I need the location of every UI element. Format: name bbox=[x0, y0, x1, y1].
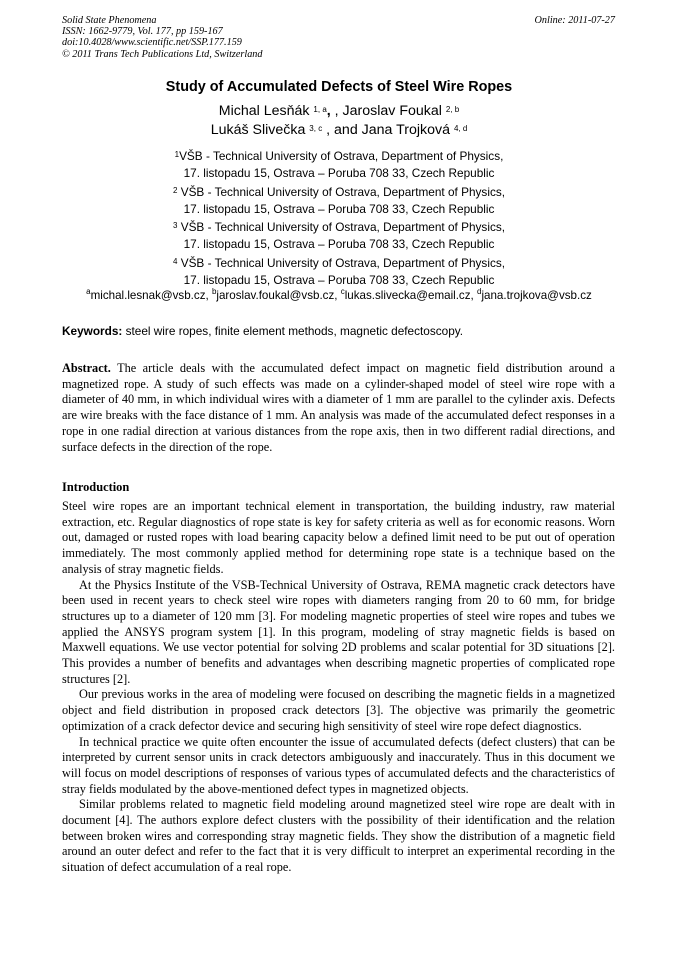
email-link[interactable]: jaroslav.foukal@vsb.cz, bbox=[216, 289, 341, 302]
email-marker: a bbox=[86, 287, 91, 296]
author-separator: , bbox=[326, 103, 331, 119]
keywords bbox=[62, 324, 463, 338]
author-name: , and Jana Trojková bbox=[326, 122, 450, 138]
affiliation-number: 2 bbox=[172, 185, 178, 195]
author-line-2 bbox=[0, 121, 678, 140]
author-name: , Jaroslav Foukal bbox=[334, 103, 442, 119]
affiliation-number: 1 bbox=[174, 150, 180, 159]
abstract bbox=[62, 361, 615, 455]
affiliation-number: 3 bbox=[172, 221, 178, 230]
affiliation-1 bbox=[0, 148, 678, 182]
affiliation-line: VŠB - Technical University of Ostrava, Department of Physics, bbox=[177, 255, 506, 270]
email-link[interactable]: lukas.slivecka@email.cz, bbox=[344, 289, 477, 302]
doi-line[interactable]: doi:10.4028/www.scientific.net/SSP.177.159 bbox=[62, 37, 242, 49]
author-superscript: 2, b bbox=[445, 105, 460, 114]
author-superscript: 1, a bbox=[313, 105, 327, 114]
abstract-label: Abstract. bbox=[62, 361, 111, 375]
issn-line: ISSN: 1662-9779, Vol. 177, pp 159-167 bbox=[62, 26, 223, 38]
paragraph: In technical practice we quite often encounter the issue of accumulated defects (defect clusters) that can be interpreted by current sensor units in crack detectors ambiguously and inaccurately. Thus in this document we will focus on model descriptions of responses of various types of accumulated defects and the characteristics of stray fields modulated by the above-mentioned defect types in magnetized objects. bbox=[62, 734, 615, 796]
email-link[interactable]: jana.trojkova@vsb.cz bbox=[481, 289, 592, 302]
copyright-line: © 2011 Trans Tech Publications Ltd, Switzerland bbox=[62, 48, 263, 60]
paragraph: Our previous works in the area of modeling were focused on describing the magnetic fields in a magnetized object and field distribution in proposed crack detectors [3]. The objective was primarily the geometric optimization of a crack defector device and securing high sensitivity of steel wire rope defect diagnostics. bbox=[62, 687, 615, 733]
email-link[interactable]: michal.lesnak@vsb.cz, bbox=[90, 289, 212, 302]
author-name: Michal Lesňák bbox=[218, 103, 310, 119]
author-name: Lukáš Slivečka bbox=[210, 122, 306, 138]
author-line-1 bbox=[0, 102, 678, 121]
publication-info bbox=[62, 15, 262, 60]
author-superscript: 3, c bbox=[309, 124, 323, 133]
journal-name: Solid State Phenomena bbox=[62, 15, 157, 26]
affiliation-address: 17. listopadu 15, Ostrava – Poruba 708 33, Czech Republic bbox=[183, 201, 495, 216]
affiliation-list bbox=[0, 148, 678, 290]
keywords-label: Keywords: bbox=[62, 324, 123, 338]
introduction-body bbox=[62, 499, 615, 876]
email-marker: b bbox=[211, 287, 217, 296]
paper-title: Study of Accumulated Defects of Steel Wire Ropes bbox=[165, 79, 513, 95]
email-list bbox=[0, 289, 678, 302]
online-date: Online: 2011-07-27 bbox=[534, 15, 615, 26]
paragraph: At the Physics Institute of the VSB-Technical University of Ostrava, REMA magnetic crack detectors have been used in recent years to check steel wire ropes with diameters ranging from 20 to 60 mm, for bridge structures up to a diameter of 120 mm [3]. For modeling magnetic properties of steel wire ropes and tubes we applied the ANSYS program system [1]. In this program, modeling of stray magnetic fields is based on Maxwell equations. We use vector potential for solving 2D problems and scalar potential for 3D situations [2]. This provides a number of benefits and advantages when describing magnetic properties of complicated rope structures [2]. bbox=[62, 577, 615, 686]
section-heading-introduction: Introduction bbox=[62, 480, 130, 494]
affiliation-line: VŠB - Technical University of Ostrava, Department of Physics, bbox=[179, 149, 504, 163]
keywords-text: steel wire ropes, finite element methods, magnetic defectoscopy. bbox=[122, 324, 464, 338]
affiliation-address: 17. listopadu 15, Ostrava – Poruba 708 33, Czech Republic bbox=[183, 237, 495, 251]
affiliation-number: 4 bbox=[172, 256, 178, 266]
paragraph: Similar problems related to magnetic field modeling around magnetized steel wire rope are dealt with in document [4]. The authors explore defect clusters with the possibility of their identification and the relation between broken wires and corresponding stray magnetic fields. They show the distribution of a magnetic field around an outer defect and refer to the fact that it is very difficult to interpret an experimental recording in the situation of defect accumulation of a real rope. bbox=[62, 797, 615, 875]
email-marker: d bbox=[476, 287, 482, 296]
affiliation-line: VŠB - Technical University of Ostrava, Department of Physics, bbox=[177, 220, 506, 234]
affiliation-4 bbox=[0, 255, 678, 289]
author-list bbox=[0, 102, 678, 140]
author-superscript: 4, d bbox=[453, 124, 468, 133]
affiliation-2 bbox=[0, 184, 678, 218]
email-marker: c bbox=[340, 287, 345, 296]
paragraph: Steel wire ropes are an important technical element in transportation, the building industry, raw material extraction, etc. Regular diagnostics of rope state is key for safety criteria as well as for economic reasons. Worn out, damaged or rusted ropes with load bearing capacity below a defined limit need to be put out of operation immediately. The most commonly applied method for determining rope state is a technique based on the analysis of stray magnetic fields. bbox=[62, 499, 615, 576]
affiliation-line: VŠB - Technical University of Ostrava, Department of Physics, bbox=[177, 184, 506, 199]
affiliation-address: 17. listopadu 15, Ostrava – Poruba 708 33, Czech Republic bbox=[183, 166, 495, 180]
abstract-text: The article deals with the accumulated defect impact on magnetic field distribution around a magnetized rope. A study of such effects was made on a cylinder-shaped model of steel wire rope with a diameter of 40 mm, in which individual wires with a diameter of 1 mm are parallel to the cylinder axis. Defects are wire breaks with the face distance of 1 mm. An analysis was made of the accumulated defect responses in a rope in one radial direction at various distances from the rope axis, then in two different radial directions, and surface defects in the direction of the rope. bbox=[62, 361, 615, 454]
affiliation-3 bbox=[0, 219, 678, 253]
affiliation-address: 17. listopadu 15, Ostrava – Poruba 708 33, Czech Republic bbox=[183, 272, 495, 287]
